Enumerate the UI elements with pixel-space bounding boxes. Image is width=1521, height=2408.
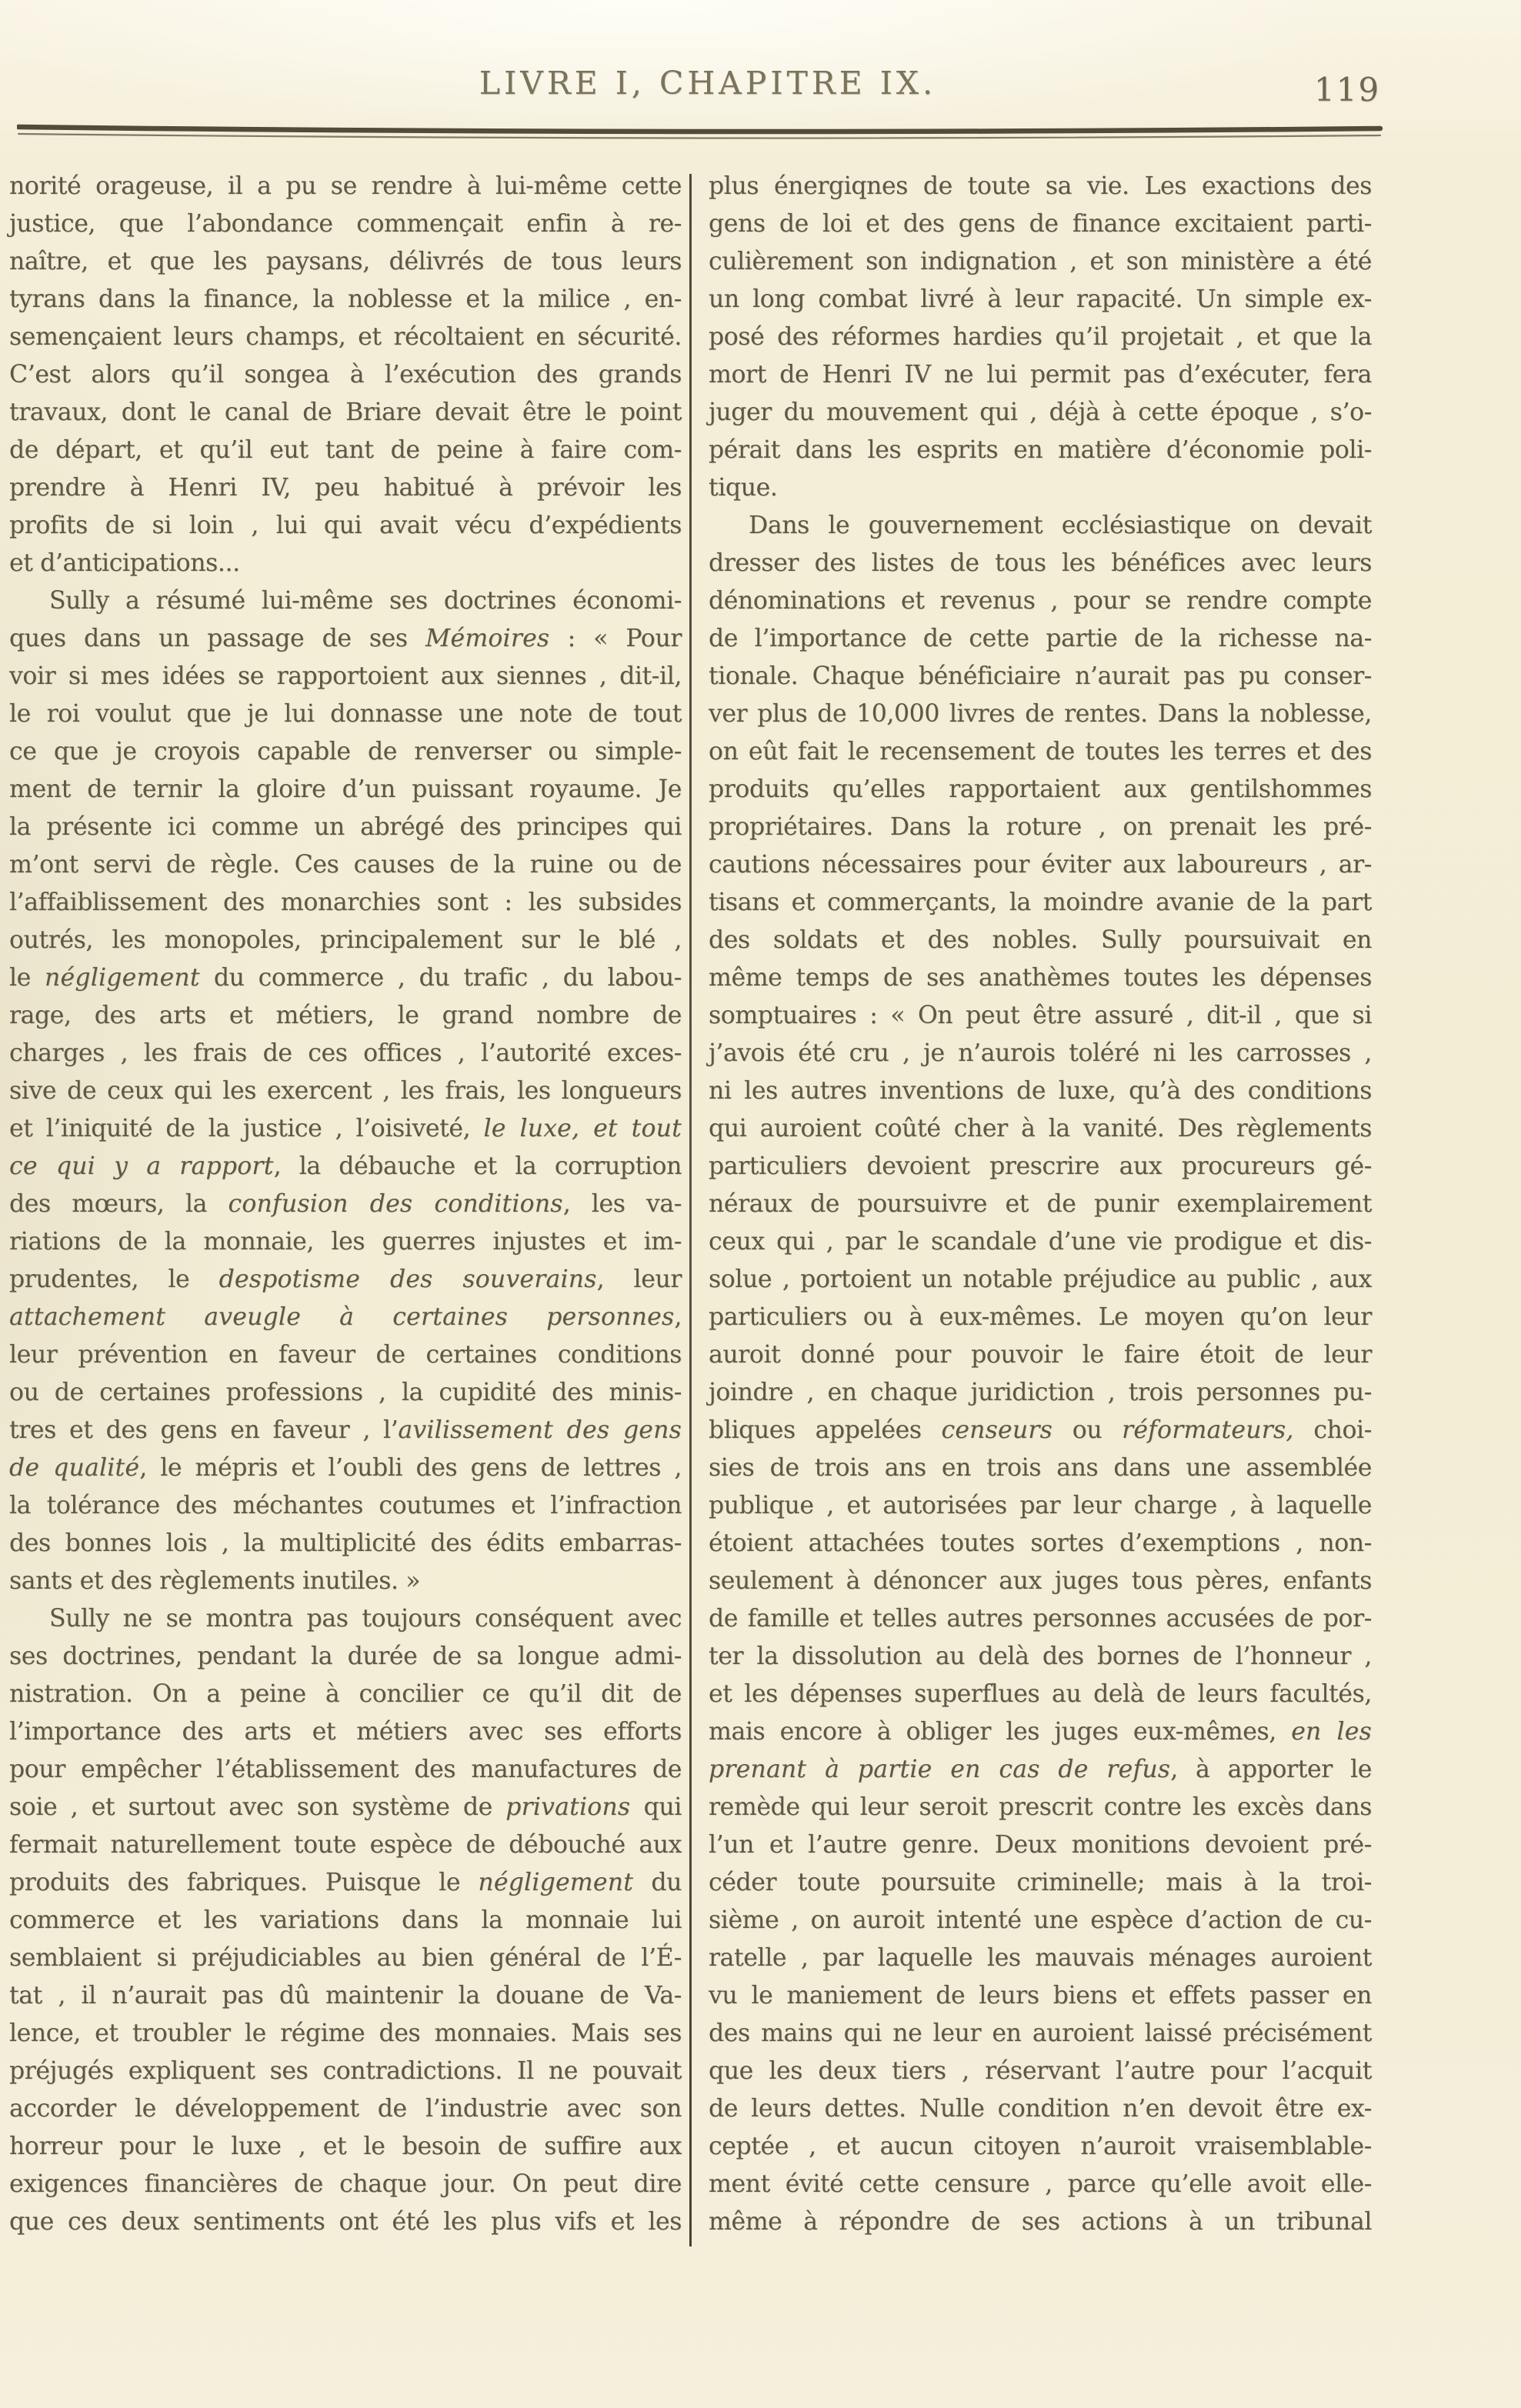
text-line: que les deux tiers , réservant l’autre pour l’acquit — [709, 2057, 1372, 2085]
text-line: pérait dans les esprits en matière d’économie poli- — [709, 436, 1372, 464]
text-line: cautions nécessaires pour éviter aux laboureurs , ar- — [709, 851, 1372, 879]
text-line: et d’anticipations... — [9, 549, 240, 577]
text-line: prenant à partie en cas de refus, à apporter le — [709, 1756, 1372, 1783]
text-line: solue , portoient un notable préjudice au public , aux — [709, 1266, 1372, 1293]
text-line: leur prévention en faveur de certaines conditions — [9, 1341, 682, 1369]
text-line: sième , on auroit intenté une espèce d’action de cu- — [709, 1906, 1372, 1934]
text-line: accorder le développement de l’industrie avec son — [9, 2095, 682, 2123]
text-line: j’avois été cru , je n’aurois toléré ni les carrosses , — [709, 1039, 1372, 1067]
text-line: travaux, dont le canal de Briare devait être le point — [9, 399, 682, 426]
text-line: des mains qui ne leur en auroient laissé précisément — [709, 2019, 1372, 2047]
text-line: gens de loi et des gens de finance excitaient parti- — [709, 210, 1372, 238]
text-line: de l’importance de cette partie de la richesse na- — [709, 625, 1372, 652]
text-line: riations de la monnaie, les guerres injustes et im- — [9, 1228, 682, 1256]
text-line: soie , et surtout avec son système de privations qui — [9, 1793, 682, 1821]
text-line: propriétaires. Dans la roture , on prenait les pré- — [709, 813, 1372, 841]
text-line: voir si mes idées se rapportoient aux siennes , dit-il, — [9, 662, 682, 690]
text-line: même à répondre de ses actions à un tribunal — [709, 2208, 1372, 2236]
text-line: l’importance des arts et métiers avec ses efforts — [9, 1718, 682, 1746]
text-line: le roi voulut que je lui donnasse une note de tout — [9, 700, 682, 728]
text-line: culièrement son indignation , et son ministère a été — [709, 248, 1372, 275]
text-line: des bonnes lois , la multiplicité des édits embarras- — [9, 1529, 682, 1557]
text-line: sants et des règlements inutiles. » — [9, 1567, 421, 1595]
text-line: mais encore à obliger les juges eux-mêmes, en les — [709, 1718, 1372, 1746]
text-line: des soldats et des nobles. Sully poursuivait en — [709, 926, 1372, 954]
text-line: néraux de poursuivre et de punir exemplairement — [709, 1190, 1372, 1218]
text-line: même temps de ses anathèmes toutes les dépenses — [709, 964, 1372, 992]
text-line: naître, et que les paysans, délivrés de tous leurs — [9, 248, 682, 275]
text-line: de départ, et qu’il eut tant de peine à faire com- — [9, 436, 682, 464]
text-line: l’un et l’autre genre. Deux monitions devoient pré- — [709, 1831, 1372, 1859]
text-line: commerce et les variations dans la monnaie lui — [9, 1906, 682, 1934]
text-line: semblaient si préjudiciables au bien général de l’É- — [9, 1944, 682, 1972]
text-line: norité orageuse, il a pu se rendre à lui-même cette — [9, 172, 682, 200]
text-line: bliques appelées censeurs ou réformateurs, choi- — [709, 1416, 1372, 1444]
text-line: tres et des gens en faveur , l’avilissement des gens — [9, 1416, 682, 1444]
text-line: mort de Henri IV ne lui permit pas d’exécuter, fera — [709, 361, 1372, 389]
text-line: sies de trois ans en trois ans dans une assemblée — [709, 1454, 1372, 1482]
text-line: horreur pour le luxe , et le besoin de suffire aux — [9, 2133, 682, 2160]
text-line: profits de si loin , lui qui avait vécu d’expédients — [9, 512, 682, 539]
text-line: charges , les frais de ces offices , l’autorité exces- — [9, 1039, 682, 1067]
text-line: ment de ternir la gloire d’un puissant royaume. Je — [9, 775, 682, 803]
text-line: particuliers devoient prescrire aux procureurs gé- — [709, 1152, 1372, 1180]
text-column-left — [9, 168, 682, 2241]
text-line: remède qui leur seroit prescrit contre les excès dans — [709, 1793, 1372, 1821]
text-line: ques dans un passage de ses Mémoires : « Pour — [9, 625, 682, 652]
text-line: nistration. On a peine à concilier ce qu’il dit de — [9, 1680, 682, 1708]
text-line: sive de ceux qui les exercent , les frais, les longueurs — [9, 1077, 682, 1105]
text-line: ment évité cette censure , parce qu’elle avoit elle- — [709, 2170, 1372, 2198]
text-line: ni les autres inventions de luxe, qu’à des conditions — [709, 1077, 1372, 1105]
text-line: particuliers ou à eux-mêmes. Le moyen qu’on leur — [709, 1303, 1372, 1331]
text-line: Sully a résumé lui-même ses doctrines économi- — [49, 587, 682, 615]
header-rule — [17, 122, 1383, 145]
page-number: 119 — [1314, 71, 1381, 108]
text-line: plus énergiqnes de toute sa vie. Les exactions des — [709, 172, 1372, 200]
text-line: publique , et autorisées par leur charge , à laquelle — [709, 1492, 1372, 1519]
text-line: ses doctrines, pendant la durée de sa longue admi- — [9, 1643, 682, 1670]
text-line: la présente ici comme un abrégé des principes qui — [9, 813, 682, 841]
text-line: juger du mouvement qui , déjà à cette époque , s’o- — [709, 399, 1372, 426]
text-line: prudentes, le despotisme des souverains, leur — [9, 1266, 682, 1293]
column-divider — [689, 174, 692, 2246]
text-line: de qualité, le mépris et l’oubli des gens de lettres , — [9, 1454, 682, 1482]
text-line: ceux qui , par le scandale d’une vie prodigue et dis- — [709, 1228, 1372, 1256]
text-line: ratelle , par laquelle les mauvais ménages auroient — [709, 1944, 1372, 1972]
text-line: m’ont servi de règle. Ces causes de la ruine ou de — [9, 851, 682, 879]
text-line: dénominations et revenus , pour se rendre compte — [709, 587, 1372, 615]
text-line: ce qui y a rapport, la débauche et la corruption — [9, 1152, 682, 1180]
text-line: justice, que l’abondance commençait enfin à re- — [9, 210, 682, 238]
text-line: produits qu’elles rapportaient aux gentilshommes — [709, 775, 1372, 803]
text-line: et l’iniquité de la justice , l’oisiveté, le luxe, et tout — [9, 1115, 682, 1142]
text-line: Sully ne se montra pas toujours conséquent avec — [49, 1605, 682, 1633]
text-line: l’affaiblissement des monarchies sont : les subsides — [9, 889, 682, 916]
text-line: C’est alors qu’il songea à l’exécution des grands — [9, 361, 682, 389]
text-line: un long combat livré à leur rapacité. Un simple ex- — [709, 285, 1372, 313]
text-line: ce que je croyois capable de renverser ou simple- — [9, 738, 682, 765]
text-line: posé des réformes hardies qu’il projetait , et que la — [709, 323, 1372, 351]
text-line: produits des fabriques. Puisque le négligement du — [9, 1869, 682, 1896]
text-line: fermait naturellement toute espèce de débouché aux — [9, 1831, 682, 1859]
page-header — [46, 65, 1369, 102]
text-line: seulement à dénoncer aux juges tous pères, enfants — [709, 1567, 1372, 1595]
text-line: semençaient leurs champs, et récoltaient en sécurité. — [9, 323, 682, 351]
text-line: ver plus de 10,000 livres de rentes. Dans la noblesse, — [709, 700, 1372, 728]
text-line: céder toute poursuite criminelle; mais à la troi- — [709, 1869, 1372, 1896]
text-line: tique. — [709, 474, 778, 502]
text-line: joindre , en chaque juridiction , trois personnes pu- — [709, 1379, 1372, 1406]
text-line: ceptée , et aucun citoyen n’auroit vraisemblable- — [709, 2133, 1372, 2160]
text-line: exigences financières de chaque jour. On peut dire — [9, 2170, 682, 2198]
running-title: LIVRE I, CHAPITRE IX. — [479, 65, 937, 102]
text-line: étoient attachées toutes sortes d’exemptions , non- — [709, 1529, 1372, 1557]
text-line: somptuaires : « On peut être assuré , dit-il , que si — [709, 1002, 1372, 1029]
text-line: préjugés expliquent ses contradictions. Il ne pouvait — [9, 2057, 682, 2085]
text-line: tionale. Chaque bénéficiaire n’aurait pas pu conser- — [709, 662, 1372, 690]
text-line: des mœurs, la confusion des conditions, les va- — [9, 1190, 682, 1218]
text-line: ou de certaines professions , la cupidité des minis- — [9, 1379, 682, 1406]
text-line: tisans et commerçants, la moindre avanie de la part — [709, 889, 1372, 916]
text-line: on eût fait le recensement de toutes les terres et des — [709, 738, 1372, 765]
text-line: auroit donné pour pouvoir le faire étoit de leur — [709, 1341, 1372, 1369]
text-line: attachement aveugle à certaines personnes, — [9, 1303, 682, 1331]
text-line: tyrans dans la finance, la noblesse et la milice , en- — [9, 285, 682, 313]
text-line: de leurs dettes. Nulle condition n’en devoit être ex- — [709, 2095, 1372, 2123]
text-line: ter la dissolution au delà des bornes de l’honneur , — [709, 1643, 1372, 1670]
text-line: tat , il n’aurait pas dû maintenir la douane de Va- — [9, 1982, 682, 2009]
text-line: Dans le gouvernement ecclésiastique on devait — [749, 512, 1372, 539]
text-line: lence, et troubler le régime des monnaies. Mais ses — [9, 2019, 682, 2047]
text-line: la tolérance des méchantes coutumes et l’infraction — [9, 1492, 682, 1519]
text-line: vu le maniement de leurs biens et effets passer en — [709, 1982, 1372, 2009]
text-line: dresser des listes de tous les bénéfices avec leurs — [709, 549, 1372, 577]
text-line: rage, des arts et métiers, le grand nombre de — [9, 1002, 682, 1029]
text-line: que ces deux sentiments ont été les plus vifs et les — [9, 2208, 682, 2236]
text-column-right — [709, 168, 1372, 2241]
text-line: le négligement du commerce , du trafic , du labou- — [9, 964, 682, 992]
text-line: pour empêcher l’établissement des manufactures de — [9, 1756, 682, 1783]
text-line: prendre à Henri IV, peu habitué à prévoir les — [9, 474, 682, 502]
text-line: qui auroient coûté cher à la vanité. Des règlements — [709, 1115, 1372, 1142]
text-line: de famille et telles autres personnes accusées de por- — [709, 1605, 1372, 1633]
text-line: outrés, les monopoles, principalement sur le blé , — [9, 926, 682, 954]
text-line: et les dépenses superflues au delà de leurs facultés, — [709, 1680, 1372, 1708]
